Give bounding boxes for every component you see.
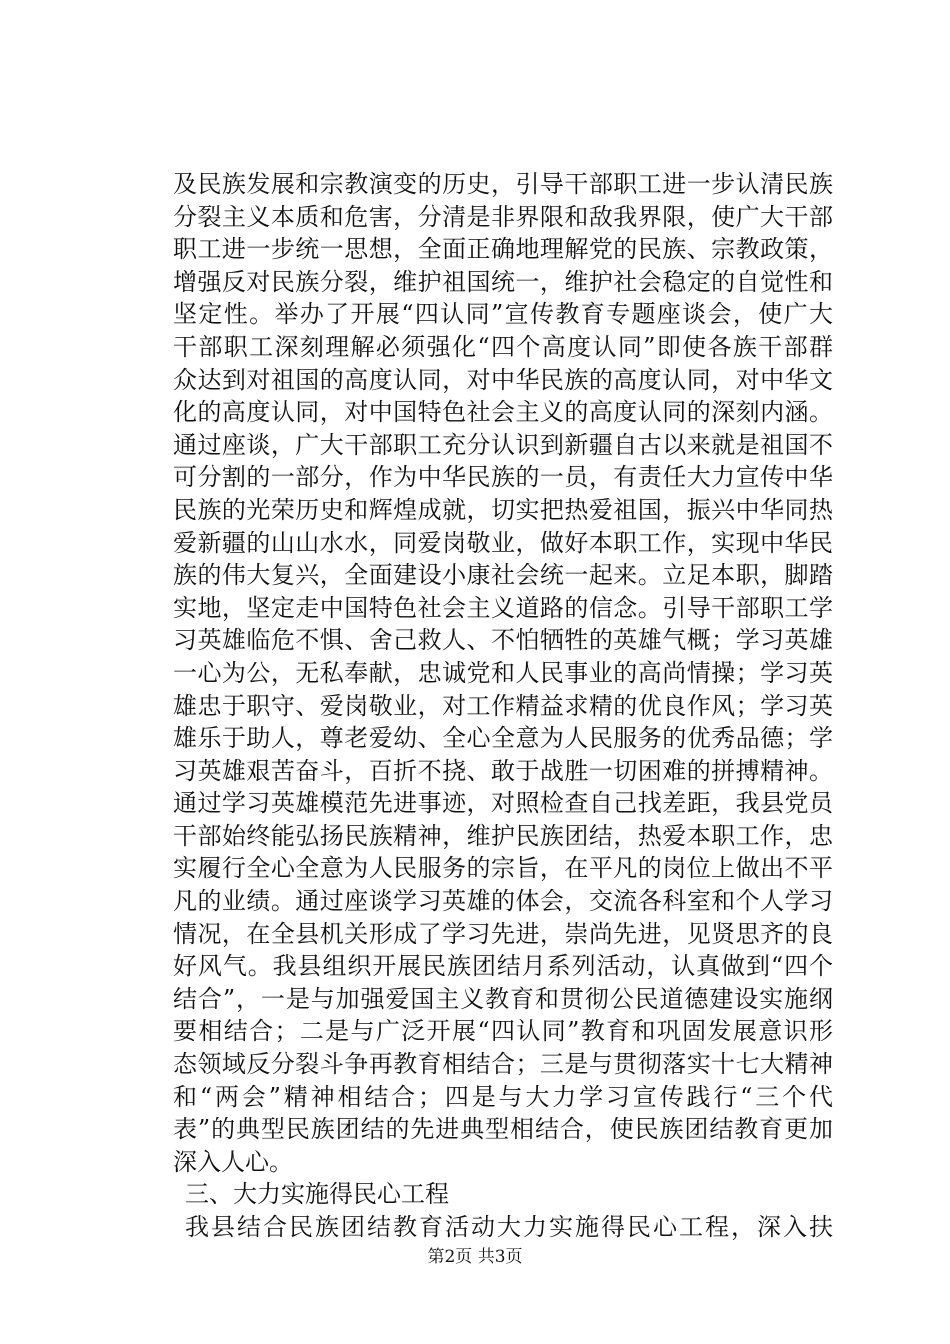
page-footer (0, 1242, 950, 1267)
text-line: 凡的业绩。通过座谈学习英雄的体会，交流各科室和个人学习 (173, 887, 833, 916)
body-text (173, 168, 833, 1244)
text-line: 态领域反分裂斗争再教育相结合；三是与贯彻落实十七大精神 (173, 1050, 833, 1079)
text-line: 可分割的一部分，作为中华民族的一员，有责任大力宣传中华 (173, 463, 833, 492)
text-line: 好风气。我县组织开展民族团结月系列活动，认真做到“四个 (173, 952, 833, 981)
text-line: 我县结合民族团结教育活动大力实施得民心工程，深入扶 (185, 1213, 833, 1241)
text-line: 坚定性。举办了开展“四认同”宣传教育专题座谈会，使广大 (173, 300, 833, 329)
text-line: 众达到对祖国的高度认同，对中华民族的高度认同，对中华文 (173, 365, 833, 394)
section-heading: 三、大力实施得民心工程 (185, 1180, 449, 1209)
text-line: 通过座谈，广大干部职工充分认识到新疆自古以来就是祖国不 (173, 430, 833, 459)
text-line: 及民族发展和宗教演变的历史，引导干部职工进一步认清民族 (173, 170, 833, 198)
text-line: 通过学习英雄模范先进事迹，对照检查自己找差距，我县党员 (173, 789, 833, 818)
text-line: 和“两会”精神相结合；四是与大力学习宣传践行“三个代 (173, 1082, 833, 1111)
text-line: 实履行全心全意为人民服务的宗旨，在平凡的岗位上做出不平 (173, 854, 833, 883)
text-line: 族的伟大复兴，全面建设小康社会统一起来。立足本职，脚踏 (173, 561, 833, 590)
text-line: 习英雄临危不惧、舍己救人、不怕牺牲的英雄气概；学习英雄 (173, 626, 833, 655)
text-line: 干部职工深刻理解必须强化“四个高度认同”即使各族干部群 (173, 332, 833, 361)
text-line: 干部始终能弘扬民族精神，维护民族团结，热爱本职工作，忠 (173, 821, 833, 850)
text-line: 化的高度认同，对中国特色社会主义的高度认同的深刻内涵。 (173, 398, 833, 427)
text-line: 增强反对民族分裂，维护祖国统一，维护社会稳定的自觉性和 (173, 267, 833, 296)
text-line: 雄忠于职守、爱岗敬业，对工作精益求精的优良作风；学习英 (173, 691, 833, 720)
text-line: 要相结合；二是与广泛开展“四认同”教育和巩固发展意识形 (173, 1017, 833, 1046)
text-line: 职工进一步统一思想，全面正确地理解党的民族、宗教政策， (173, 235, 833, 264)
text-line: 雄乐于助人，尊老爱幼、全心全意为人民服务的优秀品德；学 (173, 724, 833, 753)
text-line: 实地，坚定走中国特色社会主义道路的信念。引导干部职工学 (173, 593, 833, 622)
text-line: 习英雄艰苦奋斗，百折不挠、敢于战胜一切困难的拼搏精神。 (173, 756, 833, 785)
text-line: 爱新疆的山山水水，同爱岗敬业，做好本职工作，实现中华民 (173, 528, 833, 557)
text-line: 深入人心。 (173, 1147, 293, 1176)
text-line: 结合”，一是与加强爱国主义教育和贯彻公民道德建设实施纲 (173, 984, 833, 1013)
page-number-label: 第2页 共3页 (427, 1247, 523, 1267)
text-line: 情况，在全县机关形成了学习先进，崇尚先进，见贤思齐的良 (173, 919, 833, 948)
text-line: 表”的典型民族团结的先进典型相结合，使民族团结教育更加 (173, 1115, 833, 1144)
text-line: 分裂主义本质和危害，分清是非界限和敌我界限，使广大干部 (173, 202, 833, 231)
text-line: 一心为公，无私奉献，忠诚党和人民事业的高尚情操；学习英 (173, 658, 833, 687)
text-line: 民族的光荣历史和辉煌成就，切实把热爱祖国，振兴中华同热 (173, 495, 833, 524)
